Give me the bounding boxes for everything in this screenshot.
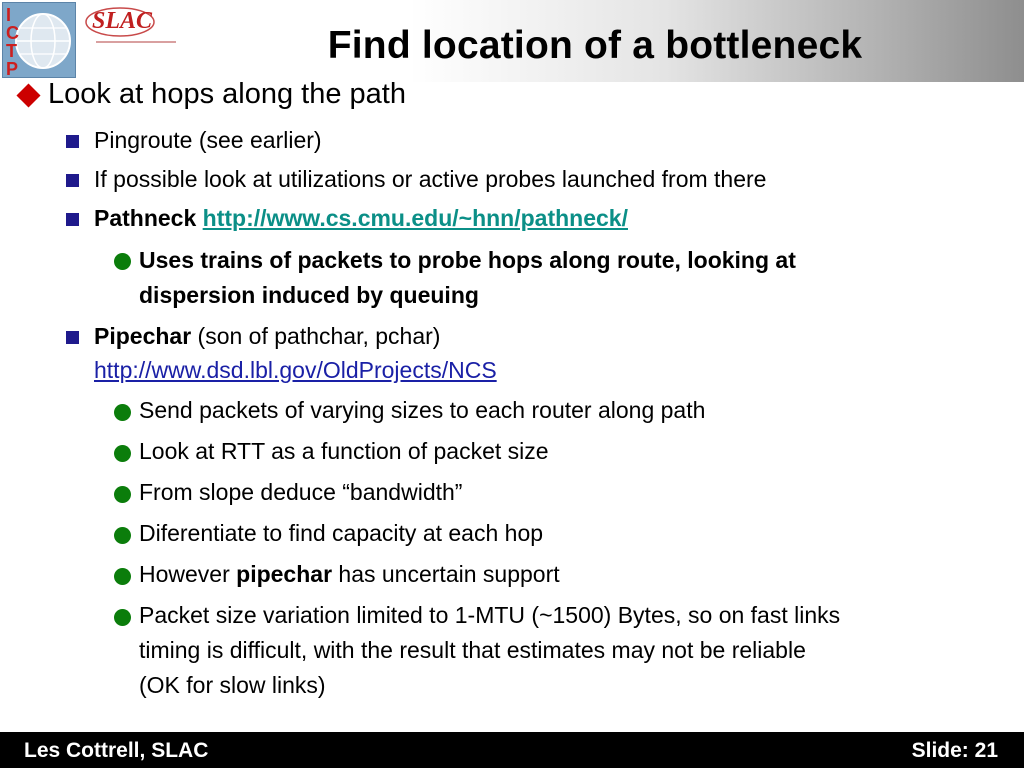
square-bullet-icon [66,135,79,148]
svg-text:P: P [6,59,19,77]
pipechar-link-row [94,357,497,384]
pipechar-label: Pipechar [94,323,192,349]
however-prefix: However [139,561,230,587]
footer-bar [0,732,1024,768]
pathneck-sub-line2: dispersion induced by queuing [139,282,479,308]
square-bullet-icon [66,331,79,344]
slide-title: Find location of a bottleneck [327,24,863,67]
packet-line1: Packet size variation limited to 1-MTU (~1500) Bytes, so on fast links [139,602,841,628]
square-bullet-icon [66,174,79,187]
pipechar-sub-item: Send packets of varying sizes to each router along path [139,397,706,423]
pipechar-link[interactable]: http://www.dsd.lbl.gov/OldProjects/NCS [94,357,497,383]
svg-text:C: C [6,23,19,43]
however-bold: pipechar [236,561,333,587]
pipechar-sub-item: From slope deduce “bandwidth” [139,479,463,505]
bullet-pipechar [94,323,440,350]
bullet-pingroute: Pingroute (see earlier) [94,127,322,153]
svg-text:I: I [6,5,12,25]
pathneck-link[interactable]: http://www.cs.cmu.edu/~hnn/pathneck/ [202,205,628,231]
circle-bullet-icon [114,445,131,462]
circle-bullet-icon [114,568,131,585]
bullet-level1: Look at hops along the path [48,78,406,110]
ictp-logo [2,2,76,78]
pathneck-sub-line1: Uses trains of packets to probe hops along route, looking at [139,247,796,273]
svg-text:T: T [6,41,17,61]
pathneck-label: Pathneck [94,205,197,231]
footer-author: Les Cottrell, SLAC [24,739,209,762]
circle-bullet-icon [114,486,131,503]
bullet-pathneck [94,205,628,232]
packet-line3: (OK for slow links) [139,672,326,698]
however-suffix: has uncertain support [338,561,560,587]
circle-bullet-icon [114,253,131,270]
pipechar-sub-item: Diferentiate to find capacity at each hop [139,520,544,546]
pipechar-sub-item: Look at RTT as a function of packet size [139,438,549,464]
diamond-bullet-icon [16,83,40,107]
ictp-logo-graphic [3,3,75,77]
slac-logo [80,0,190,50]
however-line [139,561,560,588]
svg-text:SLAC: SLAC [92,8,153,34]
circle-bullet-icon [114,609,131,626]
circle-bullet-icon [114,404,131,421]
pipechar-note: (son of pathchar, pchar) [197,323,441,349]
footer-slide-number: Slide: 21 [911,739,998,762]
bullet-utilizations: If possible look at utilizations or active probes launched from there [94,166,767,192]
square-bullet-icon [66,213,79,226]
packet-line2: timing is difficult, with the result that estimates may not be reliable [139,637,806,663]
circle-bullet-icon [114,527,131,544]
